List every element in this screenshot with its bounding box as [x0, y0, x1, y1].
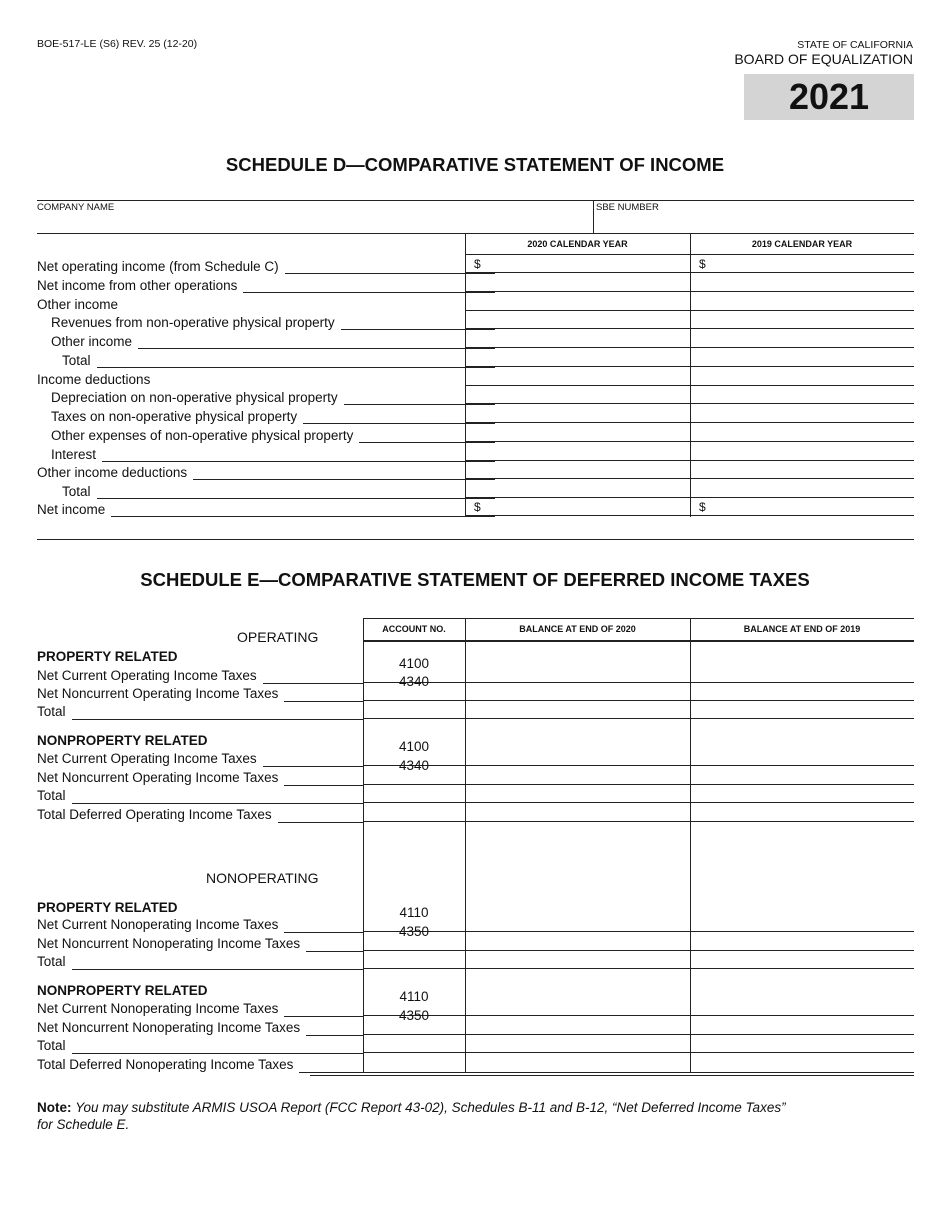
account-code: 4100	[398, 739, 430, 754]
board-label: BOARD OF EQUALIZATION	[734, 51, 913, 67]
deferred-tax-row-label: Net Current Operating Income Taxes	[37, 751, 263, 767]
balance-2020-field[interactable]	[465, 951, 690, 969]
account-code: 4350	[398, 1008, 430, 1023]
deferred-tax-row-label: Total	[37, 954, 72, 970]
amount-2020-field[interactable]	[465, 444, 690, 461]
section-heading: NONPROPERTY RELATED	[37, 983, 208, 998]
balance-2020-field[interactable]	[465, 701, 690, 719]
amount-2019-field[interactable]	[690, 425, 914, 442]
dollar-sign: $	[699, 257, 706, 271]
income-row-label: Depreciation on non-operative physical property	[51, 390, 344, 406]
amount-2019-field[interactable]	[690, 499, 914, 516]
amount-2019-field[interactable]	[690, 275, 914, 292]
year-box	[744, 74, 914, 120]
sched-e-top-rule	[363, 618, 914, 619]
account-no-cell	[363, 1035, 465, 1053]
col-account-no: ACCOUNT NO.	[382, 624, 446, 634]
deferred-tax-row-label: Net Noncurrent Operating Income Taxes	[37, 770, 284, 786]
income-row-label: Other expenses of non-operative physical property	[51, 428, 359, 444]
deferred-tax-row-label: Net Noncurrent Nonoperating Income Taxes	[37, 1020, 306, 1036]
balance-2019-field[interactable]	[690, 701, 914, 719]
account-code: 4350	[398, 924, 430, 939]
balance-2019-field[interactable]	[690, 998, 914, 1016]
leader-line	[62, 367, 495, 368]
amount-2019-field[interactable]	[690, 387, 914, 404]
account-code: 4110	[399, 905, 429, 920]
deferred-tax-row-label: Total	[37, 788, 72, 804]
balance-2019-field[interactable]	[690, 665, 914, 683]
schedule-e-title: SCHEDULE E—COMPARATIVE STATEMENT OF DEFERRED INCOME TAXES	[140, 569, 810, 590]
income-row-label: Income deductions	[37, 372, 156, 388]
col-header-rule	[465, 254, 914, 255]
deferred-tax-row-label: Total	[37, 1038, 72, 1054]
leader-line	[37, 719, 363, 720]
amount-2020-field[interactable]	[465, 387, 690, 404]
amount-2019-field[interactable]	[690, 369, 914, 386]
deferred-tax-row-label: Total Deferred Operating Income Taxes	[37, 807, 278, 823]
balance-2019-field[interactable]	[690, 933, 914, 951]
year-label: 2021	[788, 76, 870, 117]
balance-2020-field[interactable]	[465, 804, 690, 822]
amount-2020-field[interactable]	[465, 294, 690, 311]
schedule-d-title: SCHEDULE D—COMPARATIVE STATEMENT OF INCOME	[225, 154, 725, 175]
balance-2020-field[interactable]	[465, 665, 690, 683]
account-no-cell	[363, 1008, 465, 1035]
account-no-cell	[363, 701, 465, 719]
amount-2020-field[interactable]	[465, 425, 690, 442]
balance-2019-field[interactable]	[690, 1017, 914, 1035]
balance-2019-field[interactable]	[690, 1054, 914, 1072]
sched-e-bottom-rule-2	[310, 1075, 914, 1076]
deferred-tax-row-label: Net Current Nonoperating Income Taxes	[37, 917, 284, 933]
note	[37, 1100, 786, 1116]
operating-label: OPERATING	[237, 629, 319, 645]
amount-2019-field[interactable]	[690, 331, 914, 348]
section-heading: PROPERTY RELATED	[37, 649, 178, 664]
account-no-cell	[363, 785, 465, 803]
amount-2020-field[interactable]	[465, 369, 690, 386]
form-id: BOE-517-LE (S6) REV. 25 (12-20)	[37, 38, 198, 50]
amount-2020-field[interactable]	[465, 256, 690, 273]
note-label: Note:	[37, 1100, 72, 1115]
balance-2019-field[interactable]	[690, 1035, 914, 1053]
amount-2019-field[interactable]	[690, 294, 914, 311]
amount-2019-field[interactable]	[690, 406, 914, 423]
balance-2019-field[interactable]	[690, 767, 914, 785]
dollar-sign: $	[699, 500, 706, 514]
col-2019-calendar-year: 2019 CALENDAR YEAR	[751, 239, 853, 249]
company-divider	[593, 200, 594, 234]
income-row-label: Other income	[37, 297, 124, 313]
income-row-label: Other income deductions	[37, 465, 193, 481]
company-bottom-rule	[37, 233, 914, 234]
col-2020-calendar-year: 2020 CALENDAR YEAR	[527, 239, 628, 249]
leader-line	[37, 969, 363, 970]
company-name-label: COMPANY NAME	[37, 202, 115, 213]
account-code: 4340	[398, 674, 430, 689]
account-no-cell	[363, 1054, 465, 1072]
leader-line	[62, 498, 495, 499]
sched-d-end-rule	[37, 539, 914, 540]
amount-2020-field[interactable]	[465, 481, 690, 498]
balance-2020-field[interactable]	[465, 767, 690, 785]
amount-2020-field[interactable]	[465, 275, 690, 292]
leader-line	[37, 803, 363, 804]
section-heading: PROPERTY RELATED	[37, 900, 178, 915]
col-balance-2020: BALANCE AT END OF 2020	[519, 624, 636, 634]
balance-2020-field[interactable]	[465, 748, 690, 766]
balance-2020-field[interactable]	[465, 683, 690, 701]
sched-e-header-rule	[363, 640, 914, 642]
account-no-cell	[363, 951, 465, 969]
balance-2019-field[interactable]	[690, 914, 914, 932]
deferred-tax-row-label: Net Noncurrent Nonoperating Income Taxes	[37, 936, 306, 952]
balance-2020-field[interactable]	[465, 998, 690, 1016]
balance-2020-field[interactable]	[465, 785, 690, 803]
income-row-label: Revenues from non-operative physical property	[51, 315, 341, 331]
note-text-2: for Schedule E.	[37, 1117, 130, 1132]
dollar-sign: $	[474, 257, 481, 271]
amount-2019-field[interactable]	[690, 462, 914, 479]
deferred-tax-row-label: Net Current Operating Income Taxes	[37, 668, 263, 684]
balance-2020-field[interactable]	[465, 914, 690, 932]
amount-2020-field[interactable]	[465, 312, 690, 329]
income-row-label: Net income	[37, 502, 111, 518]
deferred-tax-row-label: Net Current Nonoperating Income Taxes	[37, 1001, 284, 1017]
balance-2019-field[interactable]	[690, 683, 914, 701]
leader-line	[37, 1053, 363, 1054]
balance-2019-field[interactable]	[690, 748, 914, 766]
income-row-label: Net operating income (from Schedule C)	[37, 259, 285, 275]
amount-2020-field[interactable]	[465, 499, 690, 516]
amount-2019-field[interactable]	[690, 444, 914, 461]
sbe-number-field[interactable]	[596, 212, 912, 232]
balance-2020-field[interactable]	[465, 933, 690, 951]
income-row-label: Total	[62, 484, 97, 500]
account-no-cell	[363, 924, 465, 951]
account-no-cell	[363, 674, 465, 701]
amount-2019-field[interactable]	[690, 256, 914, 273]
balance-2020-field[interactable]	[465, 1017, 690, 1035]
company-top-rule	[37, 200, 914, 201]
sbe-number-label: SBE NUMBER	[596, 202, 659, 213]
sched-e-bottom-rule-1	[310, 1072, 914, 1073]
company-name-field[interactable]	[37, 212, 591, 232]
amount-2020-field[interactable]	[465, 350, 690, 367]
balance-2020-field[interactable]	[465, 1035, 690, 1053]
income-row-label: Total	[62, 353, 97, 369]
col-balance-2019: BALANCE AT END OF 2019	[743, 624, 861, 634]
amount-2020-field[interactable]	[465, 331, 690, 348]
income-row-label: Other income	[51, 334, 138, 350]
account-code: 4340	[398, 758, 430, 773]
amount-2019-field[interactable]	[690, 350, 914, 367]
account-no-cell	[363, 758, 465, 785]
balance-2019-field[interactable]	[690, 804, 914, 822]
leader-line	[51, 461, 495, 462]
account-no-cell	[363, 804, 465, 822]
balance-2019-field[interactable]	[690, 951, 914, 969]
amount-2020-field[interactable]	[465, 406, 690, 423]
deferred-tax-row-label: Net Noncurrent Operating Income Taxes	[37, 686, 284, 702]
section-heading: NONPROPERTY RELATED	[37, 733, 208, 748]
income-row-label: Net income from other operations	[37, 278, 243, 294]
state-label: STATE OF CALIFORNIA	[797, 39, 913, 51]
amount-2020-field[interactable]	[465, 462, 690, 479]
deferred-tax-row-label: Total	[37, 704, 72, 720]
income-row-label: Interest	[51, 447, 102, 463]
balance-2019-field[interactable]	[690, 785, 914, 803]
amount-2019-field[interactable]	[690, 312, 914, 329]
note-text: You may substitute ARMIS USOA Report (FCC Report 43-02), Schedules B-11 and B-12, “Net Deferred Income Taxes”	[75, 1100, 786, 1115]
balance-2020-field[interactable]	[465, 1054, 690, 1072]
dollar-sign: $	[474, 500, 481, 514]
account-code: 4110	[399, 989, 429, 1004]
deferred-tax-row-label: Total Deferred Nonoperating Income Taxes	[37, 1057, 299, 1073]
amount-2019-field[interactable]	[690, 481, 914, 498]
account-code: 4100	[398, 656, 430, 671]
income-row-label: Taxes on non-operative physical property	[51, 409, 303, 425]
nonoperating-label: NONOPERATING	[206, 870, 319, 886]
